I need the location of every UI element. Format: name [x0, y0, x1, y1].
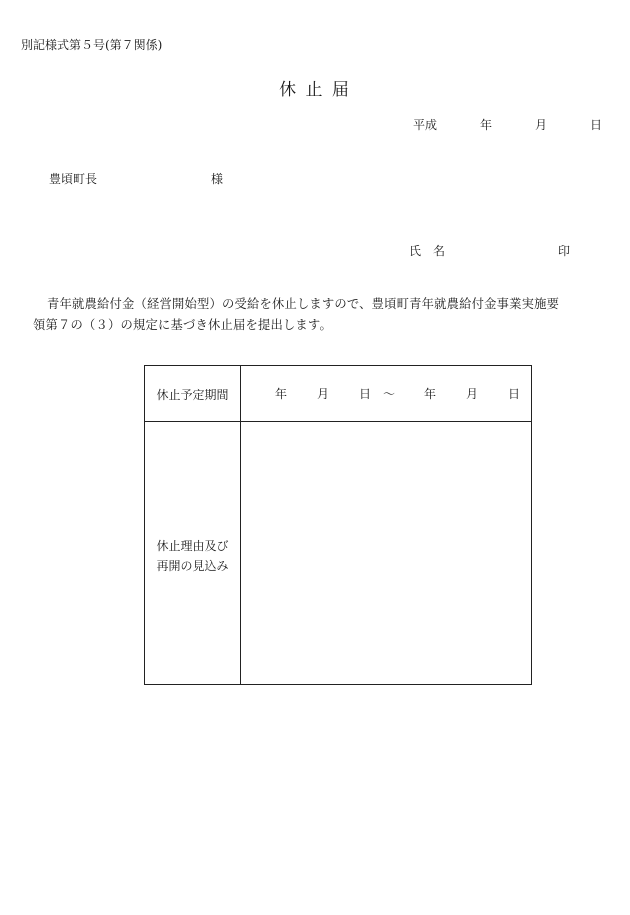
reason-label-line-2: 再開の見込み: [156, 559, 229, 573]
reason-label: [145, 536, 240, 576]
date-era: 平成: [413, 118, 438, 132]
period-start-day-unit: 日: [359, 387, 372, 401]
period-separator: ～: [383, 387, 396, 401]
date-year-unit: 年: [480, 118, 493, 132]
period-end-year-unit: 年: [424, 387, 437, 401]
recipient-name: 豊頃町長: [49, 172, 98, 186]
reason-label-line-1: 休止理由及び: [156, 539, 229, 553]
period-end-month-unit: 月: [466, 387, 479, 401]
period-end-day-unit: 日: [508, 387, 521, 401]
document-title: 休 止 届: [279, 80, 351, 100]
period-label: 休止予定期間: [156, 388, 229, 402]
applicant-name-label: 氏 名: [409, 244, 446, 258]
recipient-honorific: 様: [211, 172, 224, 186]
form-number: 別記様式第５号(第７関係): [21, 38, 163, 52]
body-line-2: 領第７の（３）の規定に基づき休止届を提出します。: [33, 318, 332, 332]
date-month-unit: 月: [535, 118, 548, 132]
body-line-1: 青年就農給付金（経営開始型）の受給を休止しますので、豊頃町青年就農給付金事業実施要: [47, 297, 560, 311]
period-start-year-unit: 年: [275, 387, 288, 401]
period-start-month-unit: 月: [317, 387, 330, 401]
date-day-unit: 日: [590, 118, 603, 132]
reason-value-field[interactable]: [241, 422, 531, 684]
seal-label: 印: [558, 244, 571, 258]
suspension-form-table: [144, 365, 532, 685]
body-paragraph: [21, 294, 611, 336]
